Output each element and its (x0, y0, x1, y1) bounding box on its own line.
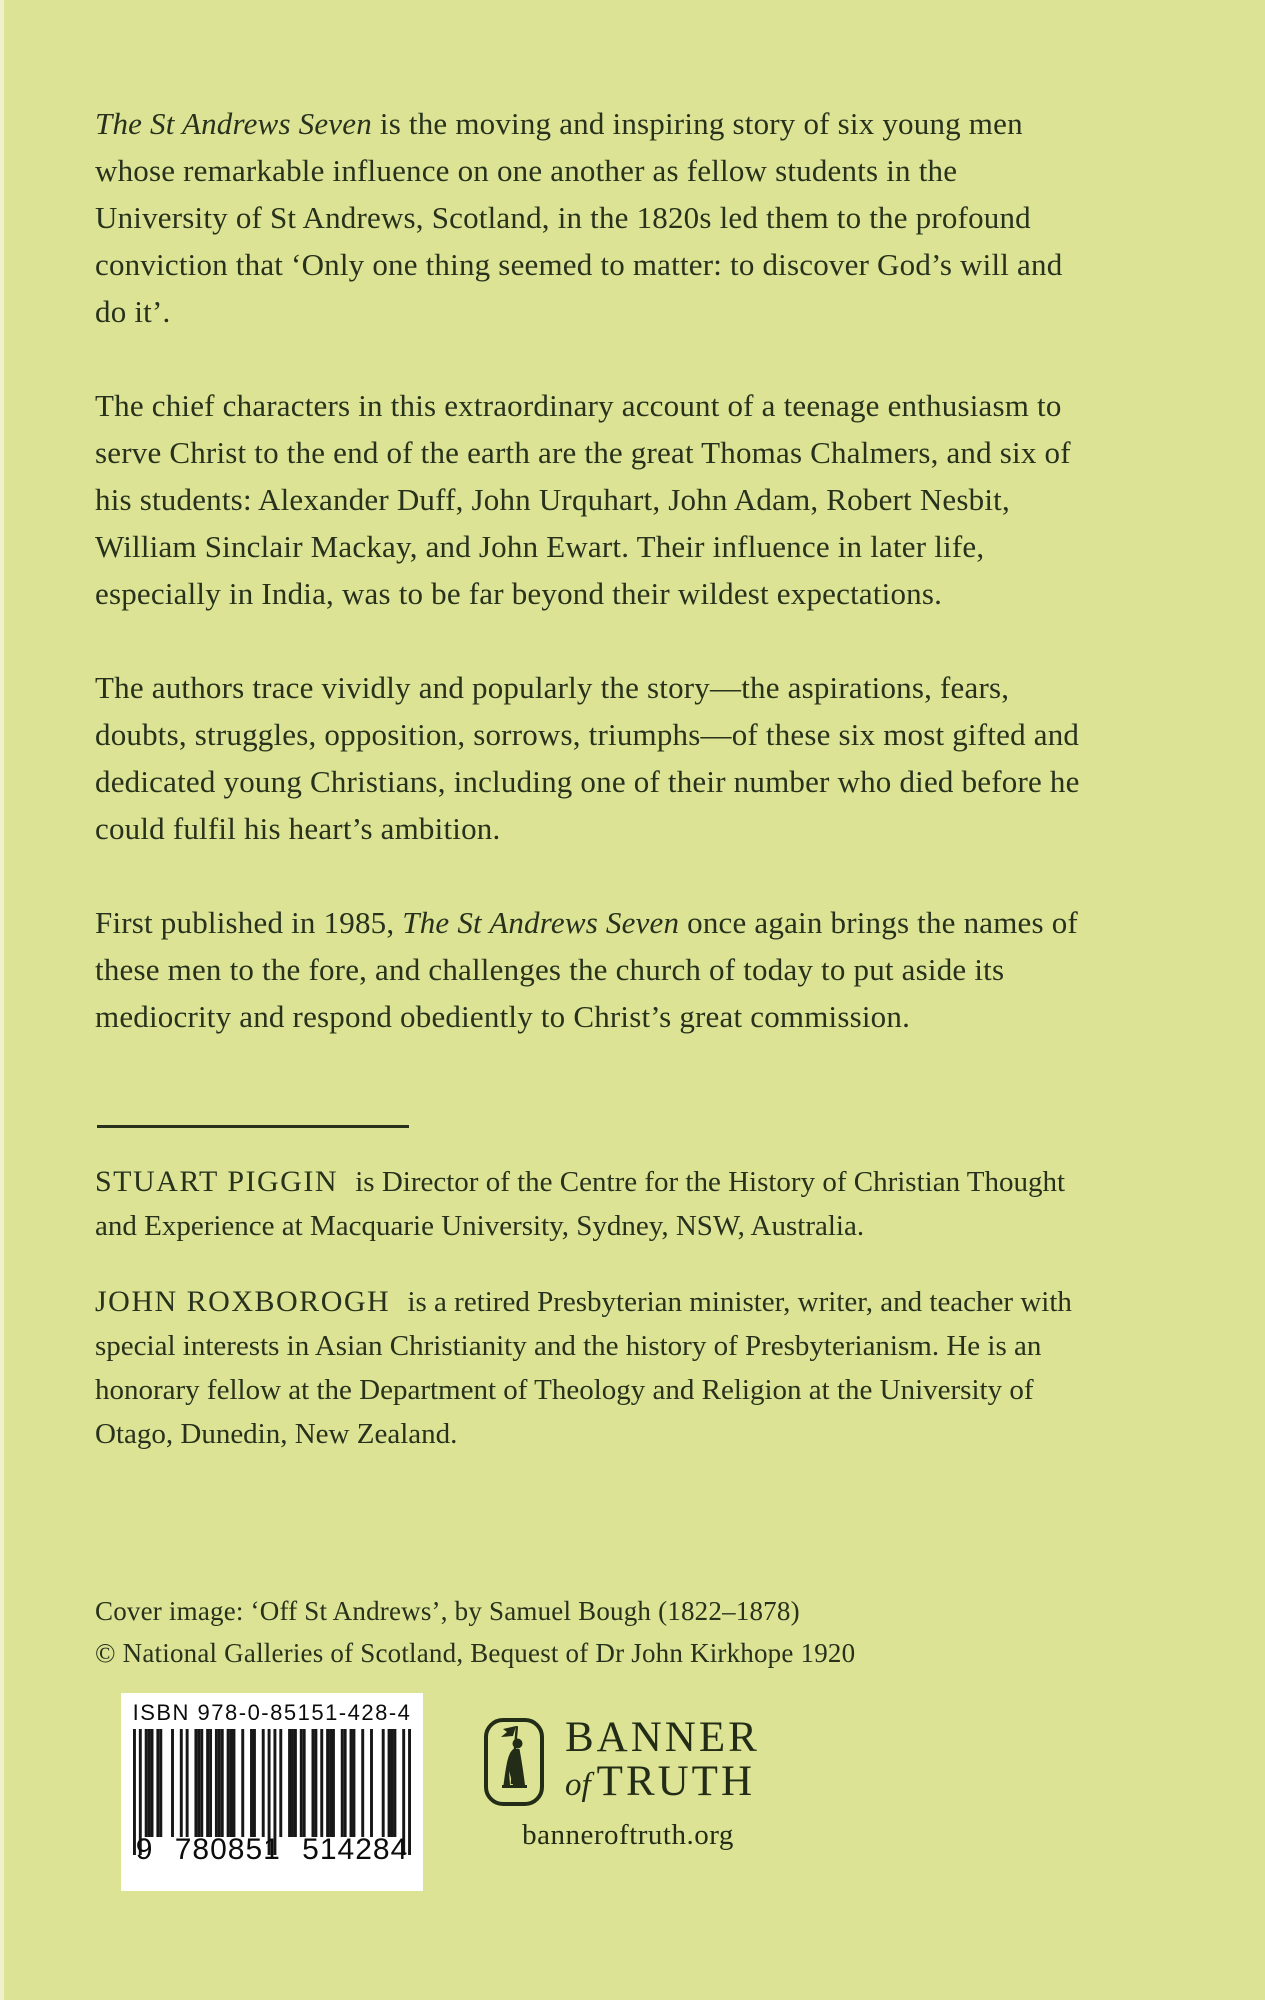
isbn-barcode-block (121, 1693, 423, 1891)
author-name: STUART PIGGIN (95, 1165, 338, 1198)
author-bio-john-roxborogh (95, 1280, 1095, 1456)
synopsis-paragraph-3: The authors trace vividly and popularly the story—the aspirations, fears, doubts, struggles, opposition, sorrows, triumphs—of these six most gifted and dedicated young Christians, including one of their number who died before he could fulfil his heart’s ambition. (95, 670, 1080, 846)
synopsis-paragraph-4 (95, 899, 1095, 1040)
publisher-name-truth: TRUTH (596, 1758, 755, 1805)
synopsis (95, 100, 1095, 1087)
author-bio-text: is Director of the Centre for the History of Christian Thought and Experience at Macquarie University, Sydney, NSW, Australia. (95, 1166, 1066, 1242)
author-bio-text: is a retired Presbyterian minister, writer, and teacher with special interests in Asian Christianity and the history of Presbyterianism. He is an honorary fellow at the Department of Theology and Religion at the University of Otago, Dunedin, New Zealand. (95, 1286, 1072, 1450)
publisher-name-line2 (565, 1760, 760, 1807)
author-name: JOHN ROXBOROGH (95, 1285, 391, 1318)
standard-bearer-icon (483, 1717, 545, 1807)
synopsis-paragraph-2: The chief characters in this extraordinary account of a teenage enthusiasm to serve Christ to the end of the earth are the great Thomas Chalmers, and six of his students: Alexander Duff, John Urquhart, John Adam, Robert Nesbit, William Sinclair Mackay, and John Ewart. Their influence in later life, especially in India, was to be far beyond their wildest expectations. (95, 388, 1071, 611)
isbn-number: ISBN 978-0-85151-428-4 (132, 1700, 412, 1725)
book-title-italic: The St Andrews Seven (95, 106, 372, 141)
paragraph-text: once again brings the names of these men to the fore, and challenges the church of today to put aside its mediocrity and respond obediently to Christ’s great commission. (95, 905, 1078, 1034)
synopsis-paragraph-1 (95, 100, 1095, 335)
publisher-logo-row (483, 1716, 773, 1807)
publisher-logo-block (483, 1716, 773, 1852)
author-bios (95, 1160, 1095, 1488)
credit-line-copyright: © National Galleries of Scotland, Bequest of Dr John Kirkhope 1920 (95, 1638, 856, 1668)
publisher-name-line1: BANNER (565, 1714, 760, 1761)
book-title-italic: The St Andrews Seven (402, 905, 680, 940)
author-bio-stuart-piggin (95, 1160, 1095, 1248)
barcode-digits: 9 780851 514284 (135, 1833, 409, 1866)
publisher-website: banneroftruth.org (522, 1819, 734, 1851)
section-divider (97, 1125, 409, 1128)
paragraph-text: is the moving and inspiring story of six young men whose remarkable influence on one another as fellow students in the University of St Andrews, Scotland, in the 1820s led them to the profound conviction that ‘Only one thing seemed to matter: to discover God’s will and do it’. (95, 106, 1063, 329)
publisher-name-of: of (565, 1767, 591, 1803)
cover-image-credit (95, 1590, 1145, 1674)
paragraph-text: First published in 1985, (95, 905, 403, 940)
publisher-name (565, 1716, 760, 1807)
credit-line-artwork: Cover image: ‘Off St Andrews’, by Samuel Bough (1822–1878) (95, 1596, 800, 1626)
